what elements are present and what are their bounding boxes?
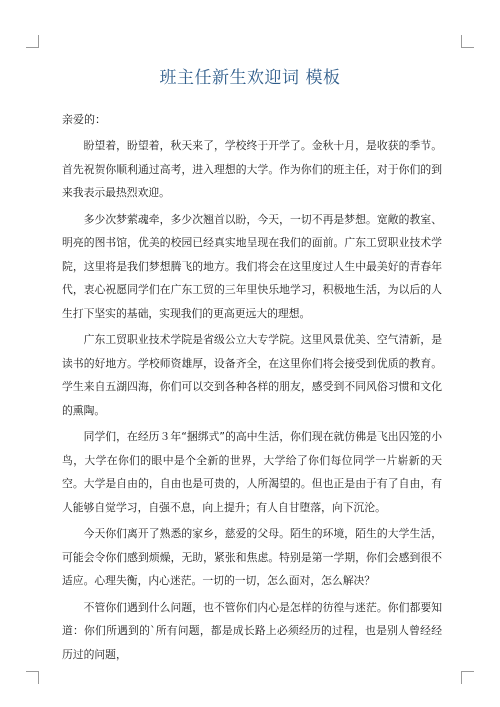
document-title: 班主任新生欢迎词 模板: [159, 68, 341, 88]
page-corner-mark-top-right: [461, 35, 474, 48]
paragraph-3: 广东工贸职业技术学院是省级公立大专学院。这里风景优美、空气清新，是读书的好地方。学校师资雄厚，设备齐全，在这里你们将会接受到优质的教育。学生来自五湖四海，你们可以交到各种各样的朋友，感受到不同风俗习惯和文化的熏陶。: [62, 333, 442, 417]
document-body: [62, 113, 442, 669]
salutation: 亲爱的：: [62, 113, 106, 126]
paragraph-1: 盼望着，盼望着，秋天来了，学校终于开学了。金秋十月，是收获的季节。首先祝贺你顺利通过高考，进入理想的大学。作为你们的班主任，对于你们的到来我表示最热烈欢迎。: [62, 139, 442, 199]
paragraph-6: 不管你们遇到什么问题，也不管你们内心是怎样的彷徨与迷茫。你们都要知道：你们所遇到的`所有问题，都是成长路上必须经历的过程，也是别人曾经经历过的问题，: [62, 600, 442, 661]
page-corner-mark-top-left: [26, 35, 39, 48]
page-corner-mark-bottom-right: [461, 671, 474, 684]
paragraph-4: 同学们，在经历３年“捆绑式”的高中生活，你们现在就仿佛是飞出囚笼的小鸟，大学在你们的眼中是个全新的世界，大学给了你们每位同学一片崭新的天空。大学是自由的，自由也是可贵的，人所渴望的。但也正是由于有了自由，有人能够自觉学习，自强不息，向上提升；有人自甘堕落，向下沉沦。: [62, 430, 442, 514]
paragraph-2: 多少次梦萦魂牵，多少次翘首以盼，今天，一切不再是梦想。宽敞的教室、明亮的图书馆，优美的校园已经真实地呈现在我们的面前。广东工贸职业技术学院，这里将是我们梦想腾飞的地方。我们将会在这里度过人生中最美好的青春年代，衷心祝愿同学们在广东工贸的三年里快乐地学习，积极地生活，为以后的人生打下坚实的基础，实现我们的更高更远大的理想。: [62, 212, 442, 320]
paragraph-5: 今天你们离开了熟悉的家乡，慈爱的父母。陌生的环境，陌生的大学生活，可能会令你们感到烦燥，无助，紧张和焦虑。特别是第一学期，你们会感到很不适应。心理失衡，内心迷茫。一切的一切，怎么面对，怎么解决？: [62, 527, 442, 587]
page-corner-mark-bottom-left: [26, 671, 39, 684]
